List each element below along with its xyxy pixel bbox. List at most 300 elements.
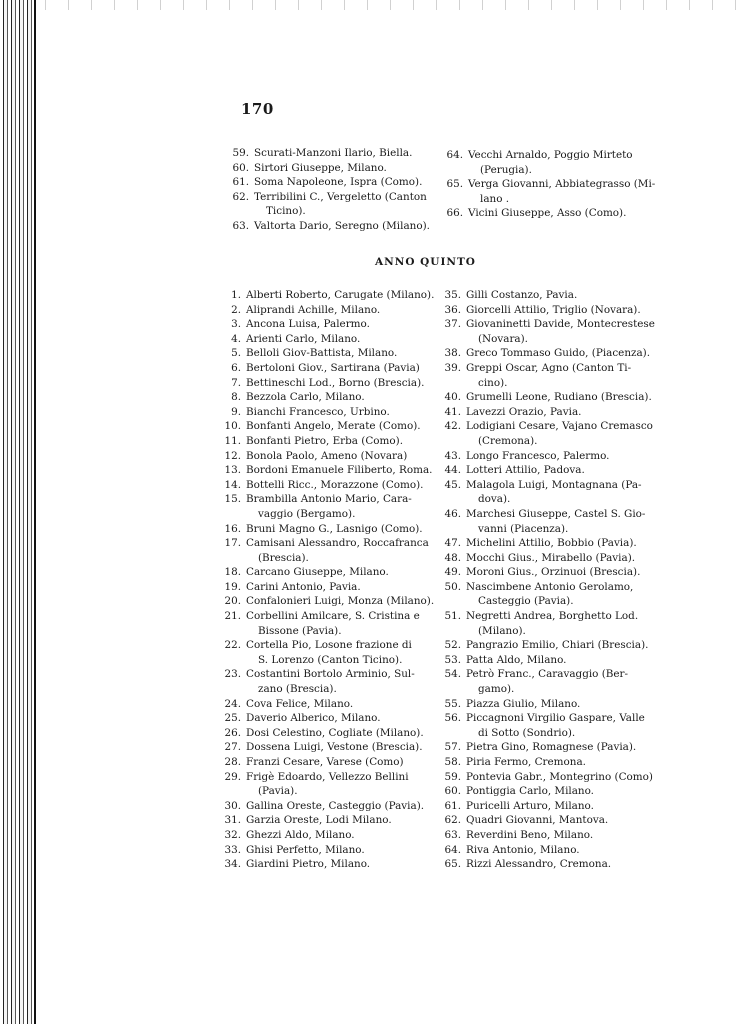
entry-text (466, 536, 652, 551)
entry-number: 12. (224, 449, 241, 462)
entry-line-continued: (Novara). (478, 332, 528, 345)
list-entry (216, 857, 438, 872)
list-entry (216, 565, 438, 580)
entry-number: 62. (232, 190, 249, 203)
entry-line: Valtorta Dario, Seregno (Milano). (254, 219, 430, 232)
entry-text (466, 740, 652, 755)
entry-text (466, 346, 652, 361)
list-entry (437, 361, 652, 390)
entry-text (254, 161, 444, 176)
entry-text (466, 667, 652, 696)
entry-number: 26. (224, 726, 241, 739)
entry-text (466, 449, 652, 464)
entry-number: 25. (224, 712, 241, 725)
list-entry (216, 755, 438, 770)
entry-line: Quadri Giovanni, Mantova. (466, 814, 609, 827)
entry-line-continued: gamo). (478, 683, 515, 696)
entry-number: 2. (231, 303, 241, 316)
entry-line: Bottelli Ricc., Morazzone (Como). (246, 478, 424, 491)
entry-text (466, 755, 652, 770)
entry-line: Soma Napoleone, Ispra (Como). (254, 176, 423, 189)
entry-line: Negretti Andrea, Borghetto Lod. (466, 610, 639, 623)
entry-line: Ancona Luisa, Palermo. (246, 318, 370, 331)
entry-line: Alberti Roberto, Carugate (Milano). (246, 289, 435, 301)
list-entry (437, 755, 652, 770)
entry-number: 55. (444, 697, 461, 710)
entry-number: 54. (444, 668, 461, 681)
list-entry (216, 332, 438, 347)
book-binding (0, 0, 34, 1024)
entry-number: 6. (231, 361, 241, 374)
entry-number: 13. (224, 464, 241, 477)
main-left-column (216, 288, 438, 872)
entry-text (466, 857, 652, 872)
entry-line: Petrò Franc., Caravaggio (Ber- (466, 668, 629, 681)
entry-line: Bertoloni Giov., Sartirana (Pavia) (246, 361, 420, 374)
entry-line: Piazza Giulio, Milano. (466, 697, 581, 710)
list-entry (437, 828, 652, 843)
list-entry (216, 770, 438, 799)
entry-text (254, 190, 444, 219)
entry-text (246, 288, 438, 303)
top-left-column (226, 146, 444, 234)
list-entry (216, 405, 438, 420)
entry-number: 59. (232, 147, 249, 159)
entry-text (246, 770, 438, 799)
list-entry (216, 346, 438, 361)
entry-line: Pietra Gino, Romagnese (Pavia). (466, 741, 637, 754)
entry-line: Costantini Bortolo Arminio, Sul- (246, 668, 415, 681)
entry-text (246, 740, 438, 755)
entry-number: 15. (224, 493, 241, 506)
entry-text (246, 492, 438, 521)
entry-text (246, 857, 438, 872)
list-entry (216, 288, 438, 303)
list-entry (216, 697, 438, 712)
entry-text (466, 463, 652, 478)
page-number: 170 (241, 100, 274, 118)
entry-number: 18. (224, 566, 241, 579)
entry-line: Pangrazio Emilio, Chiari (Brescia). (466, 639, 649, 652)
entry-line: Vecchi Arnaldo, Poggio Mirteto (468, 149, 633, 161)
entry-line: Giovaninetti Davide, Montecrestese (466, 318, 655, 331)
entry-line: Greppi Oscar, Agno (Canton Ti- (466, 361, 632, 374)
entry-number: 19. (224, 580, 241, 593)
entry-text (468, 177, 658, 206)
entry-line: Dossena Luigi, Vestone (Brescia). (246, 741, 423, 754)
list-entry (437, 857, 652, 872)
entry-number: 63. (444, 828, 461, 841)
entry-number: 14. (224, 478, 241, 491)
list-entry (216, 361, 438, 376)
entry-line-continued: (Milano). (478, 624, 526, 637)
entry-number: 4. (231, 332, 241, 345)
entry-line: Bordoni Emanuele Filiberto, Roma. (246, 464, 433, 477)
entry-line: Cova Felice, Milano. (246, 697, 354, 710)
entry-number: 39. (444, 361, 461, 374)
list-entry (437, 609, 652, 638)
list-entry (437, 711, 652, 740)
list-entry (216, 463, 438, 478)
entry-text (466, 770, 653, 785)
list-entry (216, 478, 438, 493)
entry-text (246, 463, 438, 478)
list-entry (216, 580, 438, 595)
entry-number: 9. (231, 405, 241, 418)
entry-text (466, 288, 652, 303)
list-entry (437, 638, 652, 653)
entry-text (246, 565, 438, 580)
list-entry (216, 536, 438, 565)
list-entry (437, 536, 652, 551)
entry-text (466, 478, 652, 507)
entry-number: 8. (231, 391, 241, 404)
entry-line: Ghisi Perfetto, Milano. (246, 843, 365, 856)
list-entry (437, 449, 652, 464)
entry-line: Brambilla Antonio Mario, Cara- (246, 493, 412, 506)
entry-line: Grumelli Leone, Rudiano (Brescia). (466, 391, 652, 404)
list-entry (437, 317, 655, 346)
list-entry (216, 376, 438, 391)
entry-line: Giardini Pietro, Milano. (246, 858, 371, 871)
entry-line: Marchesi Giuseppe, Castel S. Gio- (466, 507, 646, 520)
entry-line: Greco Tommaso Guido, (Piacenza). (466, 347, 651, 360)
entry-text (466, 638, 652, 653)
entry-number: 31. (224, 814, 241, 827)
entry-text (466, 843, 652, 858)
entry-text (246, 609, 438, 638)
list-entry (216, 434, 438, 449)
list-entry (437, 303, 652, 318)
entry-line-continued: vanni (Piacenza). (478, 522, 569, 535)
entry-line: Verga Giovanni, Abbiategrasso (Mi- (468, 178, 656, 191)
entry-text (246, 303, 438, 318)
top-right-column (443, 148, 658, 221)
entry-line: Arienti Carlo, Milano. (246, 332, 361, 345)
entry-text (466, 551, 652, 566)
entry-number: 3. (231, 318, 241, 331)
entry-text (466, 565, 652, 580)
entry-text (246, 434, 438, 449)
entry-line: Cortella Pio, Losone frazione di (246, 639, 412, 652)
entry-line: Corbellini Amilcare, S. Cristina e (246, 610, 420, 623)
entry-line: Bonfanti Pietro, Erba (Como). (246, 434, 404, 447)
entry-line: Pontiggia Carlo, Milano. (466, 785, 594, 798)
entry-number: 36. (444, 303, 461, 316)
entry-text (246, 478, 438, 493)
entry-text (466, 390, 652, 405)
entry-line-continued: (Perugia). (480, 163, 532, 176)
entry-text (246, 332, 438, 347)
list-entry (216, 638, 438, 667)
entry-line: Carini Antonio, Pavia. (246, 580, 361, 593)
entry-number: 21. (224, 610, 241, 623)
entry-number: 52. (444, 639, 461, 652)
list-entry (216, 813, 438, 828)
entry-line-continued: (Brescia). (258, 551, 309, 564)
list-entry (437, 405, 652, 420)
list-entry (437, 478, 652, 507)
entry-number: 56. (444, 712, 461, 725)
entry-text (466, 799, 652, 814)
entry-number: 33. (224, 843, 241, 856)
entry-number: 49. (444, 566, 461, 579)
entry-text (246, 536, 438, 565)
entry-line: Belloli Giov-Battista, Milano. (246, 347, 398, 360)
entry-text (466, 828, 652, 843)
entry-line: Bettineschi Lod., Borno (Brescia). (246, 376, 425, 389)
entry-line: Confalonieri Luigi, Monza (Milano). (246, 595, 435, 608)
entry-text (246, 346, 438, 361)
entry-text (468, 206, 658, 221)
list-entry (443, 148, 658, 177)
entry-text (466, 507, 652, 536)
entry-number: 32. (224, 828, 241, 841)
list-entry (443, 206, 658, 221)
list-entry (437, 580, 652, 609)
entry-text (246, 813, 438, 828)
list-entry (216, 449, 438, 464)
list-entry (216, 667, 438, 696)
list-entry (443, 177, 658, 206)
list-entry (437, 740, 652, 755)
entry-line-continued: Casteggio (Pavia). (478, 595, 574, 608)
entry-number: 61. (444, 799, 461, 812)
entry-line: Lavezzi Orazio, Pavia. (466, 405, 582, 418)
entry-text (466, 784, 652, 799)
scan-noise (36, 0, 747, 10)
entry-line: Lotteri Attilio, Padova. (466, 464, 585, 477)
entry-number: 65. (446, 178, 463, 191)
entry-line-continued: cino). (478, 376, 508, 389)
list-entry (437, 813, 652, 828)
entry-number: 60. (232, 161, 249, 174)
entry-number: 1. (231, 289, 241, 301)
entry-text (254, 146, 444, 161)
list-entry (216, 303, 438, 318)
entry-number: 24. (224, 697, 241, 710)
entry-line: Gallina Oreste, Casteggio (Pavia). (246, 799, 425, 812)
entry-number: 38. (444, 347, 461, 360)
entry-line: Moroni Gius., Orzinuoi (Brescia). (466, 566, 641, 579)
list-entry (216, 828, 438, 843)
list-entry (216, 711, 438, 726)
entry-line-continued: S. Lorenzo (Canton Ticino). (258, 653, 403, 666)
entry-text (246, 799, 438, 814)
entry-text (466, 813, 652, 828)
entry-number: 62. (444, 814, 461, 827)
entry-line-continued: vaggio (Bergamo). (258, 507, 356, 520)
entry-line: Michelini Attilio, Bobbio (Pavia). (466, 537, 637, 550)
entry-number: 57. (444, 741, 461, 754)
entry-number: 46. (444, 507, 461, 520)
list-entry (437, 463, 652, 478)
entry-line-continued: Ticino). (266, 205, 306, 218)
list-entry (226, 190, 444, 219)
entry-number: 58. (444, 756, 461, 768)
entry-line: Ghezzi Aldo, Milano. (246, 828, 355, 841)
entry-line: Frigè Edoardo, Vellezzo Bellini (246, 770, 409, 783)
entry-text (246, 638, 438, 667)
entry-line: Piccagnoni Virgilio Gaspare, Valle (466, 712, 645, 725)
entry-number: 53. (444, 653, 461, 666)
list-entry (437, 288, 652, 303)
list-entry (226, 219, 444, 234)
entry-line: Patta Aldo, Milano. (466, 653, 567, 666)
entry-number: 50. (444, 580, 461, 593)
list-entry (437, 667, 652, 696)
entry-line: Mocchi Gius., Mirabello (Pavia). (466, 551, 636, 564)
entry-number: 47. (444, 537, 461, 550)
entry-text (466, 361, 652, 390)
entry-number: 16. (224, 522, 241, 535)
entry-line: Bianchi Francesco, Urbino. (246, 405, 390, 418)
entry-text (246, 390, 438, 405)
entry-number: 66. (446, 207, 463, 220)
entry-text (466, 419, 653, 448)
entry-line: Reverdini Beno, Milano. (466, 828, 594, 841)
entry-text (254, 175, 444, 190)
entry-text (466, 653, 652, 668)
list-entry (437, 419, 652, 448)
main-right-column (437, 288, 655, 872)
entry-text (466, 711, 652, 740)
list-entry (216, 843, 438, 858)
entry-number: 63. (232, 219, 249, 232)
list-entry (216, 317, 438, 332)
entry-number: 64. (446, 149, 463, 161)
entry-text (246, 376, 438, 391)
entry-number: 59. (444, 770, 461, 783)
entry-text (246, 594, 438, 609)
entry-number: 34. (224, 858, 241, 871)
entry-number: 65. (444, 858, 461, 871)
entry-number: 37. (444, 318, 461, 331)
entry-text (246, 317, 438, 332)
entry-number: 23. (224, 668, 241, 681)
list-entry (437, 799, 652, 814)
section-title: ANNO QUINTO (375, 256, 476, 268)
entry-line: Scurati-Manzoni Ilario, Biella. (254, 147, 413, 159)
entry-number: 61. (232, 176, 249, 189)
entry-text (246, 449, 438, 464)
entry-text (246, 361, 438, 376)
entry-number: 7. (231, 376, 241, 389)
entry-text (466, 580, 652, 609)
entry-number: 45. (444, 478, 461, 491)
entry-line: Bonola Paolo, Ameno (Novara) (246, 449, 408, 462)
entry-text (246, 405, 438, 420)
entry-text (246, 755, 438, 770)
entry-line-continued: lano . (480, 192, 510, 205)
entry-text (246, 697, 438, 712)
entry-text (246, 828, 438, 843)
entry-line: Malagola Luigi, Montagnana (Pa- (466, 478, 642, 491)
entry-number: 42. (444, 420, 461, 433)
entry-line: Gilli Costanzo, Pavia. (466, 289, 578, 301)
entry-number: 43. (444, 449, 461, 462)
list-entry (226, 146, 444, 161)
list-entry (437, 551, 652, 566)
entry-text (254, 219, 444, 234)
entry-line: Daverio Alberico, Milano. (246, 712, 381, 725)
entry-line-continued: (Cremona). (478, 434, 538, 447)
list-entry (216, 390, 438, 405)
entry-text (246, 580, 438, 595)
entry-line: Camisani Alessandro, Roccafranca (246, 537, 429, 550)
list-entry (437, 346, 652, 361)
entry-number: 28. (224, 756, 241, 768)
entry-number: 29. (224, 770, 241, 783)
entry-line-continued: Bissone (Pavia). (258, 624, 342, 637)
entry-line: Giorcelli Attilio, Triglio (Novara). (466, 303, 641, 316)
entry-line: Bezzola Carlo, Milano. (246, 391, 365, 404)
entry-text (246, 726, 438, 741)
entry-number: 17. (224, 537, 241, 550)
entry-number: 44. (444, 464, 461, 477)
entry-line: Carcano Giuseppe, Milano. (246, 566, 389, 579)
entry-line: Riva Antonio, Milano. (466, 843, 580, 856)
entry-line: Rizzi Alessandro, Cremona. (466, 858, 612, 871)
list-entry (437, 507, 652, 536)
list-entry (437, 770, 652, 785)
list-entry (216, 726, 438, 741)
list-entry (437, 390, 652, 405)
entry-number: 27. (224, 741, 241, 754)
entry-line: Nascimbene Antonio Gerolamo, (466, 580, 634, 593)
entry-number: 41. (444, 405, 461, 418)
entry-line-continued: di Sotto (Sondrio). (478, 726, 576, 739)
list-entry (216, 594, 438, 609)
list-entry (216, 799, 438, 814)
entry-number: 40. (444, 391, 461, 404)
entry-line-continued: zano (Brescia). (258, 683, 337, 696)
list-entry (437, 697, 652, 712)
list-entry (216, 522, 438, 537)
entry-line: Piria Fermo, Cremona. (466, 756, 586, 768)
entry-line: Vicini Giuseppe, Asso (Como). (468, 207, 627, 220)
entry-text (246, 843, 438, 858)
entry-line-continued: dova). (478, 493, 511, 506)
entry-number: 20. (224, 595, 241, 608)
list-entry (437, 565, 652, 580)
entry-line: Sirtori Giuseppe, Milano. (254, 161, 387, 174)
entry-line: Dosi Celestino, Cogliate (Milano). (246, 726, 424, 739)
list-entry (437, 653, 652, 668)
entry-text (466, 405, 652, 420)
list-entry (226, 175, 444, 190)
entry-number: 30. (224, 799, 241, 812)
list-entry (216, 609, 438, 638)
entry-line: Bonfanti Angelo, Merate (Como). (246, 420, 421, 433)
entry-text (246, 419, 438, 434)
entry-number: 64. (444, 843, 461, 856)
entry-number: 22. (224, 639, 241, 652)
list-entry (437, 784, 652, 799)
binding-edge (34, 0, 36, 1024)
list-entry (216, 419, 438, 434)
entry-text (246, 667, 438, 696)
entry-line: Pontevia Gabr., Montegrino (Como) (466, 770, 653, 783)
entry-line: Terribilini C., Vergeletto (Canton (254, 190, 427, 203)
entry-line-continued: (Pavia). (258, 785, 298, 798)
entry-number: 51. (444, 610, 461, 623)
entry-line: Garzia Oreste, Lodi Milano. (246, 814, 392, 827)
entry-line: Lodigiani Cesare, Vajano Cremasco (466, 420, 653, 433)
entry-text (466, 303, 652, 318)
list-entry (216, 492, 438, 521)
entry-number: 60. (444, 785, 461, 798)
